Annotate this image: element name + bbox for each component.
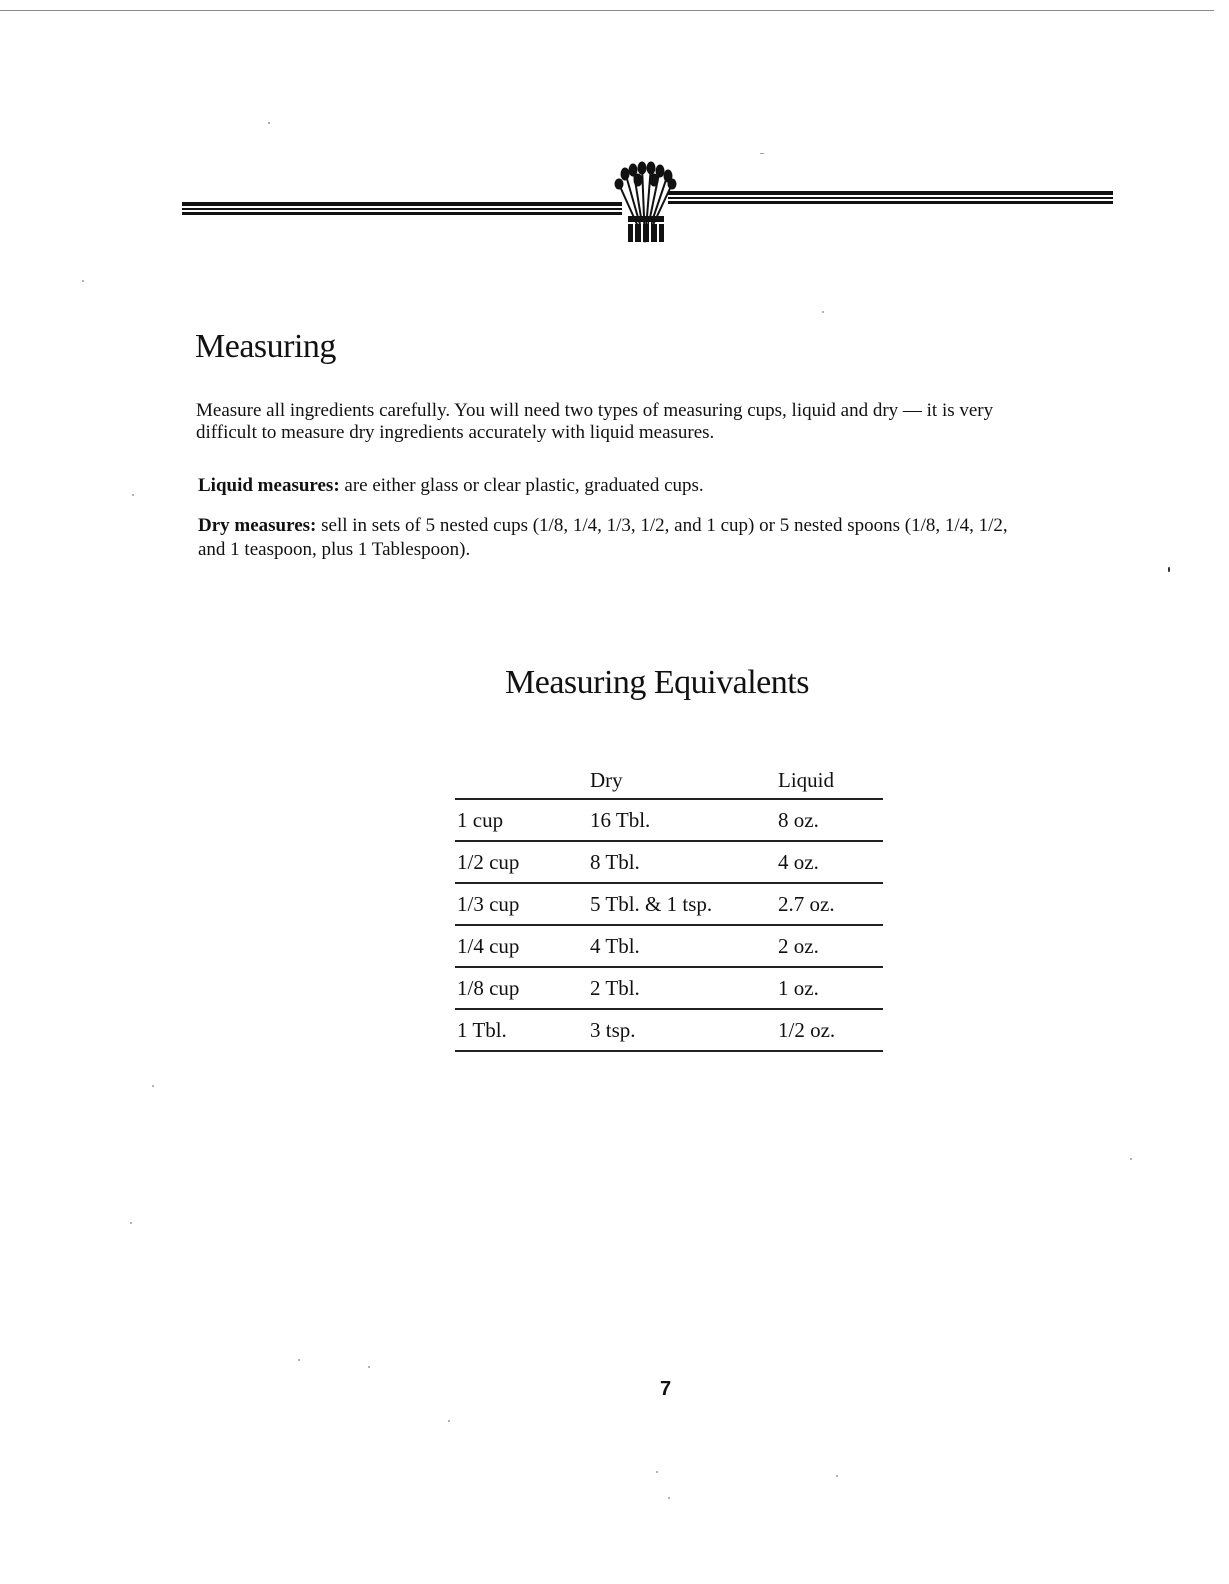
cell-amount: 1/8 cup [457,975,520,1000]
cell-liquid: 4 oz. [778,849,819,874]
page-number: 7 [660,1378,672,1400]
table-row [455,884,883,926]
scan-border-line [0,10,1214,11]
scan-speck [132,494,134,496]
table-header-row [455,762,883,800]
dry-measures-text: sell in sets of 5 nested cups (1/8, 1/4, 1/3, 1/2, and 1 cup) or 5 nested spoons (1/8, 1/4, 1/2, and 1 teaspoon, plus 1 Tablespoon). [198,515,1008,560]
scan-speck [836,1475,838,1477]
cell-liquid: 1 oz. [778,975,819,1000]
table-row [455,1010,883,1052]
wheat-sheaf-icon [615,162,676,242]
cell-dry: 2 Tbl. [590,975,640,1000]
cell-dry: 16 Tbl. [590,807,651,832]
scan-speck [448,1420,450,1422]
liquid-measures-text: are either glass or clear plastic, graduated cups. [344,475,704,496]
header-liquid: Liquid [778,767,834,792]
table-row [455,926,883,968]
table-row [455,842,883,884]
left-rule [182,202,622,215]
scan-speck [760,153,764,154]
scan-speck [368,1366,370,1368]
scan-speck [822,311,824,313]
wheat-sheaf-divider [0,160,1229,250]
page-title: Measuring [195,328,336,365]
equivalents-title: Measuring Equivalents [505,664,809,701]
equivalents-table [455,762,883,1052]
scan-speck [668,1497,670,1499]
scan-speck [1168,567,1170,572]
cell-amount: 1/2 cup [457,849,520,874]
cell-dry: 5 Tbl. & 1 tsp. [590,891,713,916]
scan-speck [656,1471,658,1473]
dry-measures-label: Dry measures: [198,515,317,536]
right-rule [668,191,1113,204]
intro-paragraph: Measure all ingredients carefully. You will need two types of measuring cups, liquid and dry — it is very difficult to measure dry ingredients accurately with liquid measures. [196,400,994,443]
scan-speck [1130,1158,1132,1160]
cell-dry: 3 tsp. [590,1017,636,1042]
cell-amount: 1 cup [457,807,504,832]
table-row [455,968,883,1010]
cell-liquid: 2.7 oz. [778,891,835,916]
table-row [455,800,883,842]
scan-speck [82,280,84,282]
cell-dry: 4 Tbl. [590,933,640,958]
cell-amount: 1/3 cup [457,891,520,916]
cell-liquid: 2 oz. [778,933,819,958]
scan-speck [298,1359,300,1361]
cell-liquid: 1/2 oz. [778,1017,836,1042]
liquid-measures-label: Liquid measures: [198,475,340,496]
liquid-measures-paragraph [198,474,1038,498]
header-dry: Dry [590,767,623,792]
scan-speck [130,1222,132,1224]
scan-speck [152,1085,154,1087]
dry-measures-paragraph [198,514,1038,562]
cell-dry: 8 Tbl. [590,849,640,874]
cell-amount: 1/4 cup [457,933,520,958]
cell-amount: 1 Tbl. [457,1017,507,1042]
scan-speck [268,122,270,124]
cell-liquid: 8 oz. [778,807,819,832]
